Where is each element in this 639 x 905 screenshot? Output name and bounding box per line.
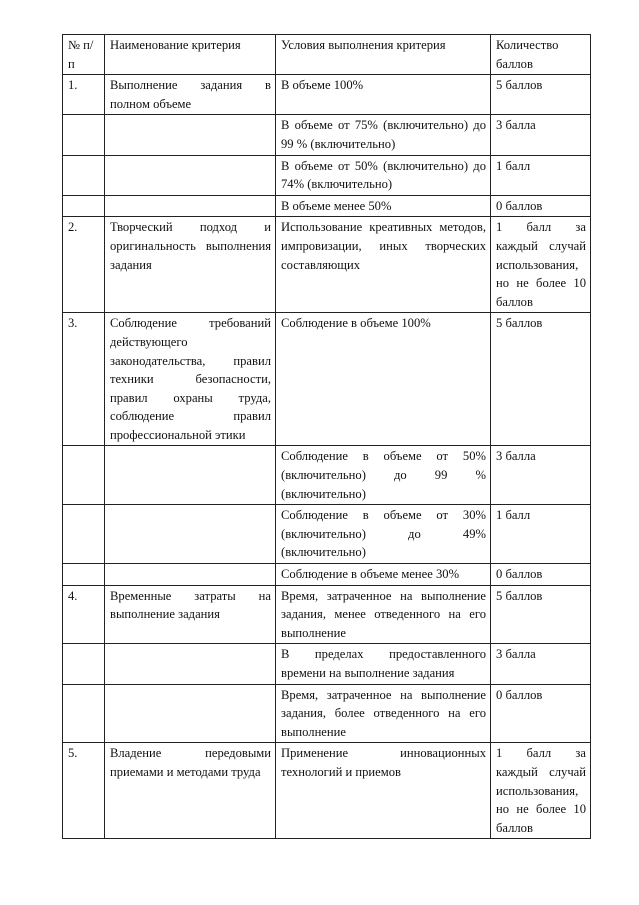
criterion-number [63,115,105,155]
criteria-body [63,75,591,839]
header-name: Наименование критерия [105,35,276,75]
table-row [63,75,591,115]
table-row [63,155,591,195]
criterion-name [105,446,276,505]
criterion-name: Соблюдение требований действующего законодательства, правил техники безопасности, правил охраны труда, соблюдение правил профессиональной этики [105,313,276,446]
criterion-name [105,644,276,684]
criterion-number: 2. [63,217,105,313]
criterion-number [63,644,105,684]
criterion-score: 3 балла [491,115,591,155]
criterion-score: 5 баллов [491,585,591,644]
criterion-score: 1 балл за каждый случай использования, но не более 10 баллов [491,217,591,313]
criterion-name: Творческий подход и оригинальность выполнения задания [105,217,276,313]
header-conditions: Условия выполнения критерия [276,35,491,75]
criterion-condition: Время, затраченное на выполнение задания, более отведенного на его выполнение [276,684,491,743]
criterion-condition: Время, затраченное на выполнение задания, менее отведенного на его выполнение [276,585,491,644]
table-row [63,644,591,684]
table-row [63,115,591,155]
criterion-number [63,564,105,586]
criterion-condition: Соблюдение в объеме менее 30% [276,564,491,586]
criterion-condition: В пределах предоставленного времени на выполнение задания [276,644,491,684]
table-row [63,564,591,586]
criterion-name [105,155,276,195]
header-num: № п/п [63,35,105,75]
criterion-number [63,684,105,743]
table-row [63,505,591,564]
criterion-score: 0 баллов [491,195,591,217]
criterion-number: 1. [63,75,105,115]
criterion-condition: Применение инновационных технологий и приемов [276,743,491,839]
header-score: Количество баллов [491,35,591,75]
criterion-score: 1 балл [491,155,591,195]
criterion-condition: Использование креативных методов, импровизации, иных творческих составляющих [276,217,491,313]
criterion-name [105,195,276,217]
criterion-number [63,446,105,505]
criterion-name: Выполнение задания в полном объеме [105,75,276,115]
criterion-score: 0 баллов [491,684,591,743]
criterion-name [105,115,276,155]
criterion-condition: В объеме 100% [276,75,491,115]
criterion-score: 5 баллов [491,313,591,446]
table-row [63,585,591,644]
criterion-number [63,195,105,217]
criterion-score: 1 балл за каждый случай использования, но не более 10 баллов [491,743,591,839]
criterion-number [63,155,105,195]
criterion-score: 5 баллов [491,75,591,115]
table-row [63,313,591,446]
criterion-score: 3 балла [491,644,591,684]
criterion-number: 5. [63,743,105,839]
table-row [63,446,591,505]
table-row [63,684,591,743]
criteria-table [62,34,591,839]
table-row [63,195,591,217]
criterion-condition: Соблюдение в объеме 100% [276,313,491,446]
table-row [63,217,591,313]
table-header-row [63,35,591,75]
criterion-condition: В объеме от 75% (включительно) до 99 % (включительно) [276,115,491,155]
criterion-number: 3. [63,313,105,446]
table-row [63,743,591,839]
criterion-name [105,684,276,743]
criterion-number [63,505,105,564]
criterion-name: Временные затраты на выполнение задания [105,585,276,644]
criterion-condition: Соблюдение в объеме от 50% (включительно) до 99 % (включительно) [276,446,491,505]
criterion-score: 1 балл [491,505,591,564]
criterion-number: 4. [63,585,105,644]
criterion-score: 3 балла [491,446,591,505]
criterion-score: 0 баллов [491,564,591,586]
criterion-name [105,505,276,564]
criterion-name: Владение передовыми приемами и методами труда [105,743,276,839]
criterion-name [105,564,276,586]
criterion-condition: В объеме от 50% (включительно) до 74% (включительно) [276,155,491,195]
criterion-condition: Соблюдение в объеме от 30% (включительно) до 49% (включительно) [276,505,491,564]
criterion-condition: В объеме менее 50% [276,195,491,217]
